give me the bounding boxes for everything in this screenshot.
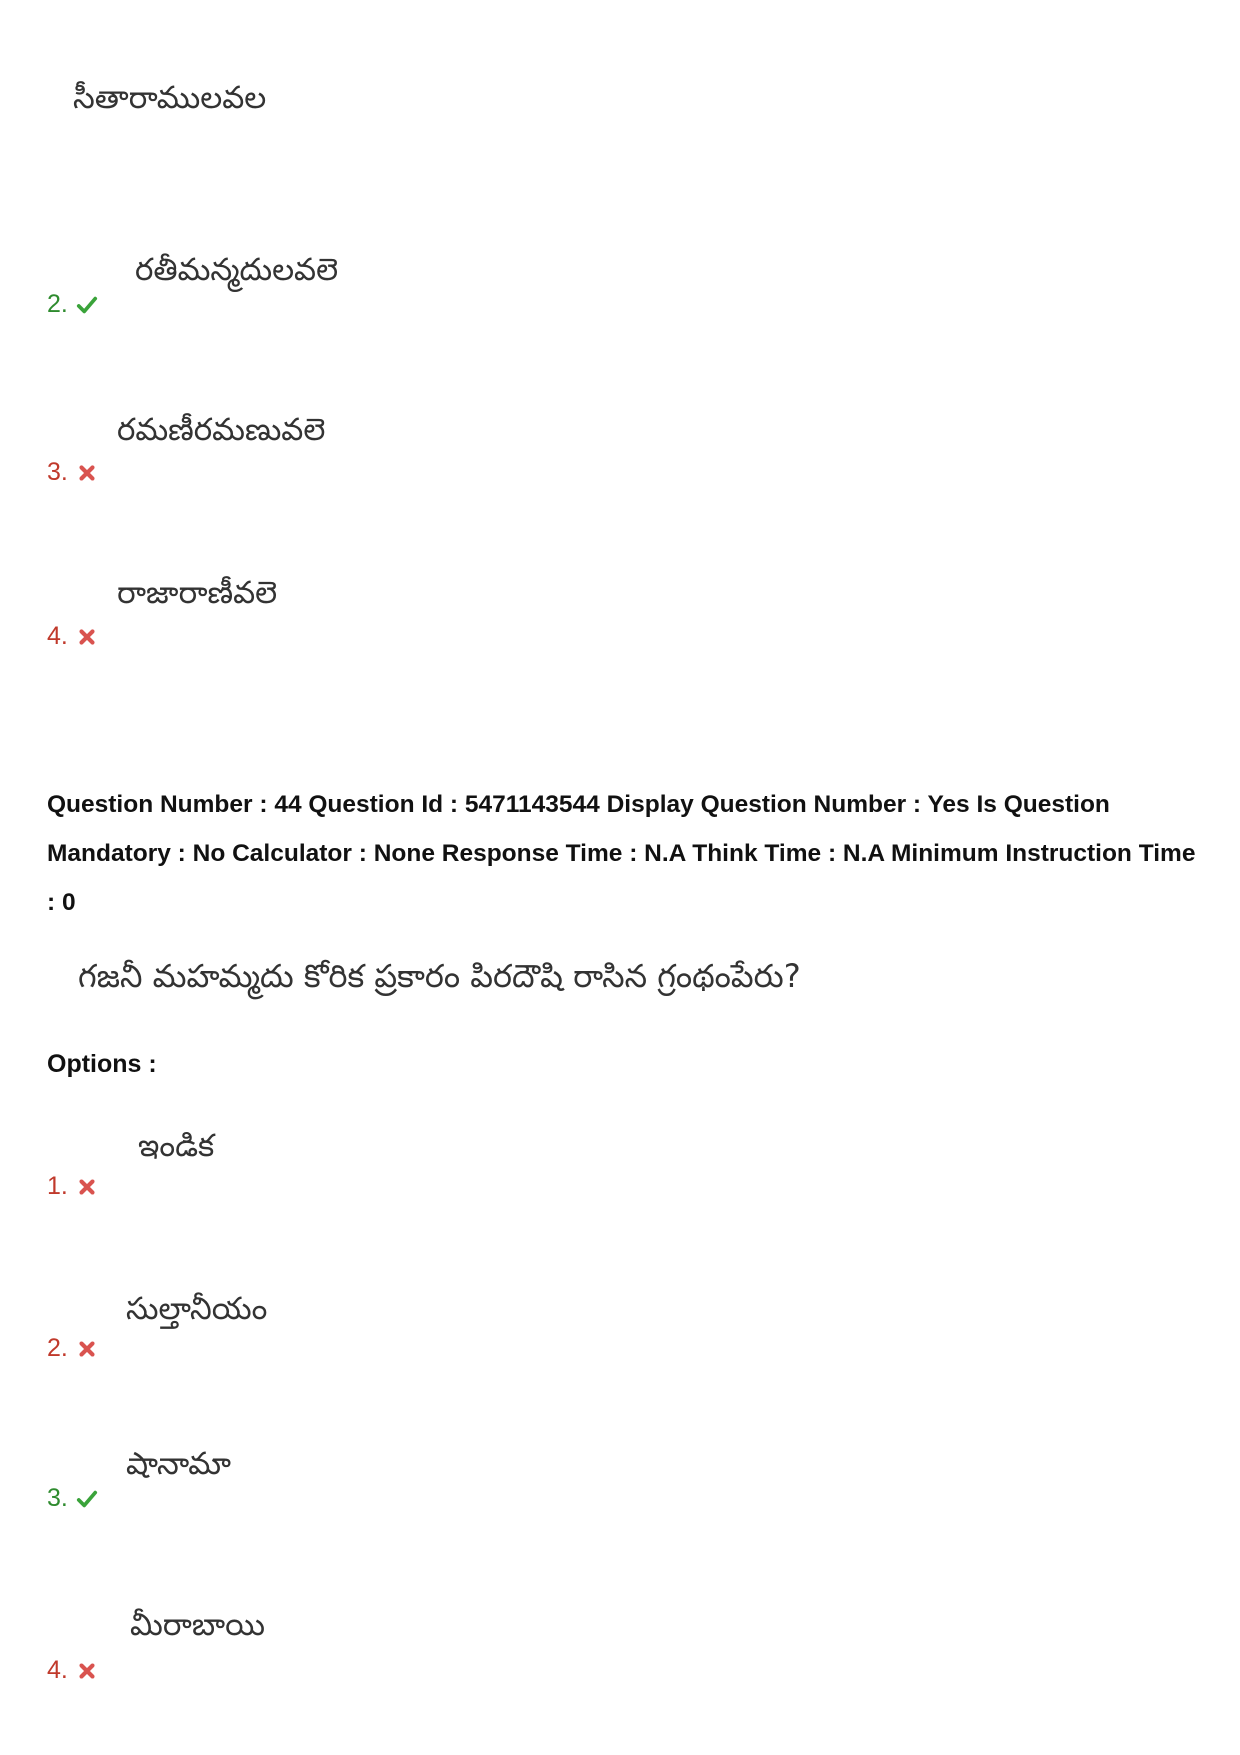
- prev-option-2: [47, 290, 98, 319]
- question-meta: Question Number : 44 Question Id : 5471143544 Display Question Number : Yes Is Question Mandatory : No Calculator : None Response Time : N.A Think Time : N.A Minimum Instruction Time : 0: [47, 791, 1196, 916]
- check-icon: [76, 1488, 98, 1510]
- options-label: Options :: [47, 1050, 157, 1078]
- option-number: 4.: [47, 1656, 68, 1684]
- prev-option-2-text: రతీమన్మదులవలె: [135, 252, 339, 288]
- option-1-text: ఇండిక: [138, 1128, 215, 1164]
- option-number: 2.: [47, 290, 68, 318]
- cross-icon: [76, 1176, 98, 1198]
- prev-option-3: [47, 458, 98, 487]
- cross-icon: [76, 462, 98, 484]
- option-number: 2.: [47, 1334, 68, 1362]
- option-number: 1.: [47, 1172, 68, 1200]
- cross-icon: [76, 1660, 98, 1682]
- check-icon: [76, 294, 98, 316]
- prev-option-4: [47, 622, 98, 651]
- option-4: [47, 1656, 98, 1685]
- option-1: [47, 1172, 98, 1201]
- option-2: [47, 1334, 98, 1363]
- question-text: గజనీ మహమ్మదు కోరిక ప్రకారం పిరదౌషి రాసిన గ్రంథంపేరు?: [78, 957, 801, 995]
- option-number: 4.: [47, 622, 68, 650]
- option-3-text: షానామా: [126, 1446, 231, 1482]
- prev-option-1-text: సీతారాములవల: [73, 80, 267, 116]
- prev-option-4-text: రాజారాణీవలె: [117, 575, 278, 611]
- option-number: 3.: [47, 1484, 68, 1512]
- option-4-text: మీరాబాయి: [130, 1607, 265, 1643]
- cross-icon: [76, 626, 98, 648]
- prev-option-3-text: రమణీరమణువలె: [117, 412, 326, 448]
- option-number: 3.: [47, 458, 68, 486]
- cross-icon: [76, 1338, 98, 1360]
- option-2-text: సుల్తానీయం: [126, 1291, 268, 1327]
- option-3: [47, 1484, 98, 1513]
